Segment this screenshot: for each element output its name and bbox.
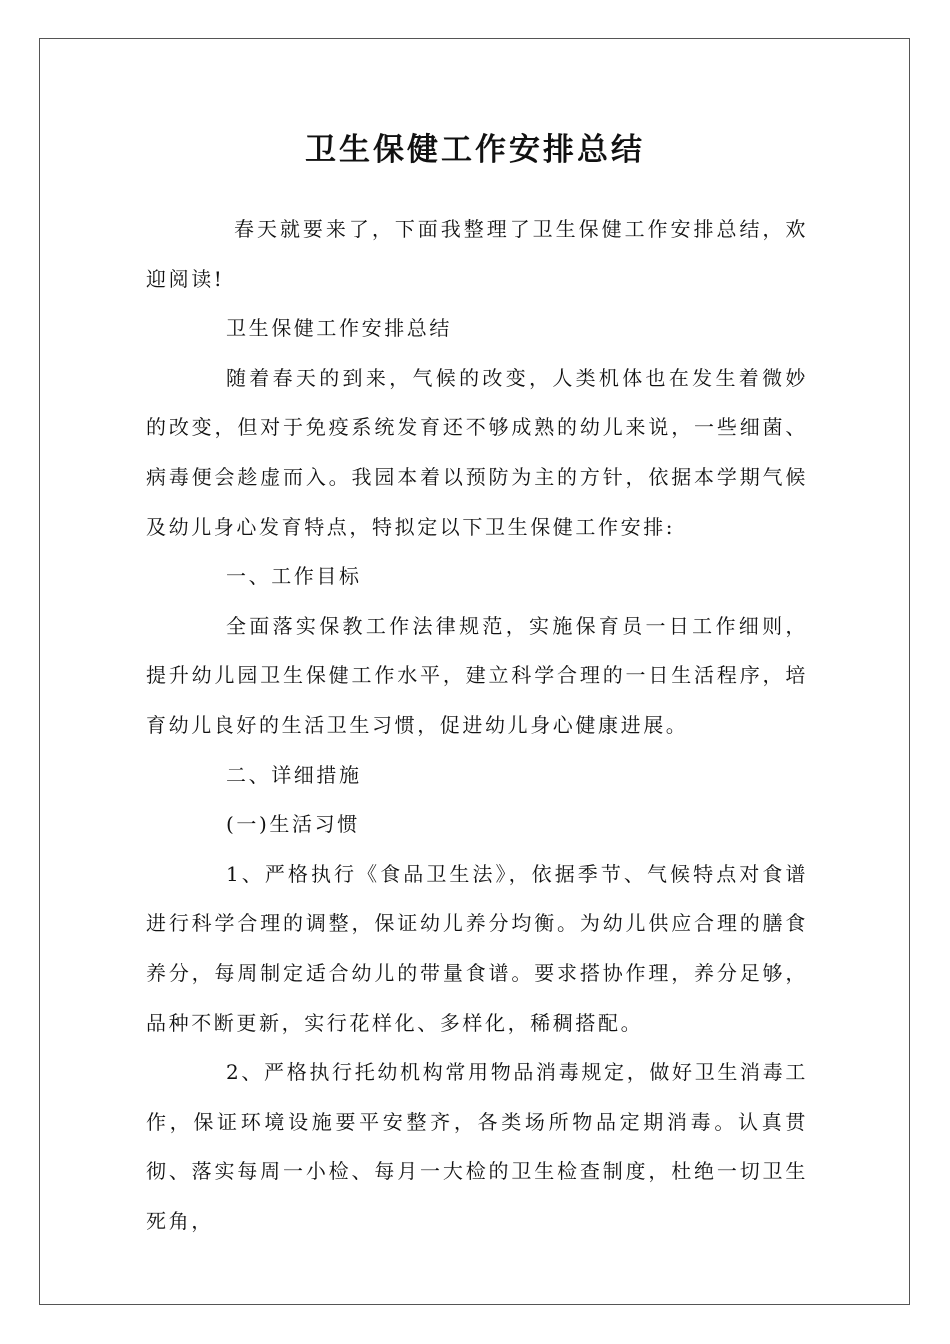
- document-body: [146, 205, 808, 1246]
- subsection-heading-habits: (一)生活习惯: [226, 812, 360, 837]
- paragraph-item-1: 1、严格执行《食品卫生法》，依据季节、气候特点对食谱进行科学合理的调整，保证幼儿养分均衡。为幼儿供应合理的膳食养分，每周制定适合幼儿的带量食谱。要求搭协作理，养分足够，品种不断更新，实行花样化、多样化，稀稠搭配。: [146, 861, 808, 1035]
- paragraph-subtitle: 卫生保健工作安排总结: [226, 316, 452, 341]
- document-title: 卫生保健工作安排总结: [305, 132, 645, 168]
- section-heading-goals: 一、工作目标: [226, 564, 362, 589]
- paragraph-item-2: 2、严格执行托幼机构常用物品消毒规定，做好卫生消毒工作，保证环境设施要平安整齐，各类场所物品定期消毒。认真贯彻、落实每周一小检、每月一大检的卫生检查制度，杜绝一切卫生死角，: [146, 1060, 808, 1233]
- paragraph-goals: 全面落实保教工作法律规范，实施保育员一日工作细则，提升幼儿园卫生保健工作水平，建立科学合理的一日生活程序，培育幼儿良好的生活卫生习惯，促进幼儿身心健康进展。: [146, 613, 808, 737]
- paragraph-intro: 春天就要来了，下面我整理了卫生保健工作安排总结，欢迎阅读!: [146, 217, 808, 291]
- paragraph-background: 随着春天的到来，气候的改变，人类机体也在发生着微妙的改变，但对于免疫系统发育还不够成熟的幼儿来说，一些细菌、病毒便会趁虚而入。我园本着以预防为主的方针，依据本学期气候及幼儿身心发育特点，特拟定以下卫生保健工作安排:: [146, 365, 808, 539]
- section-heading-measures: 二、详细措施: [226, 762, 362, 787]
